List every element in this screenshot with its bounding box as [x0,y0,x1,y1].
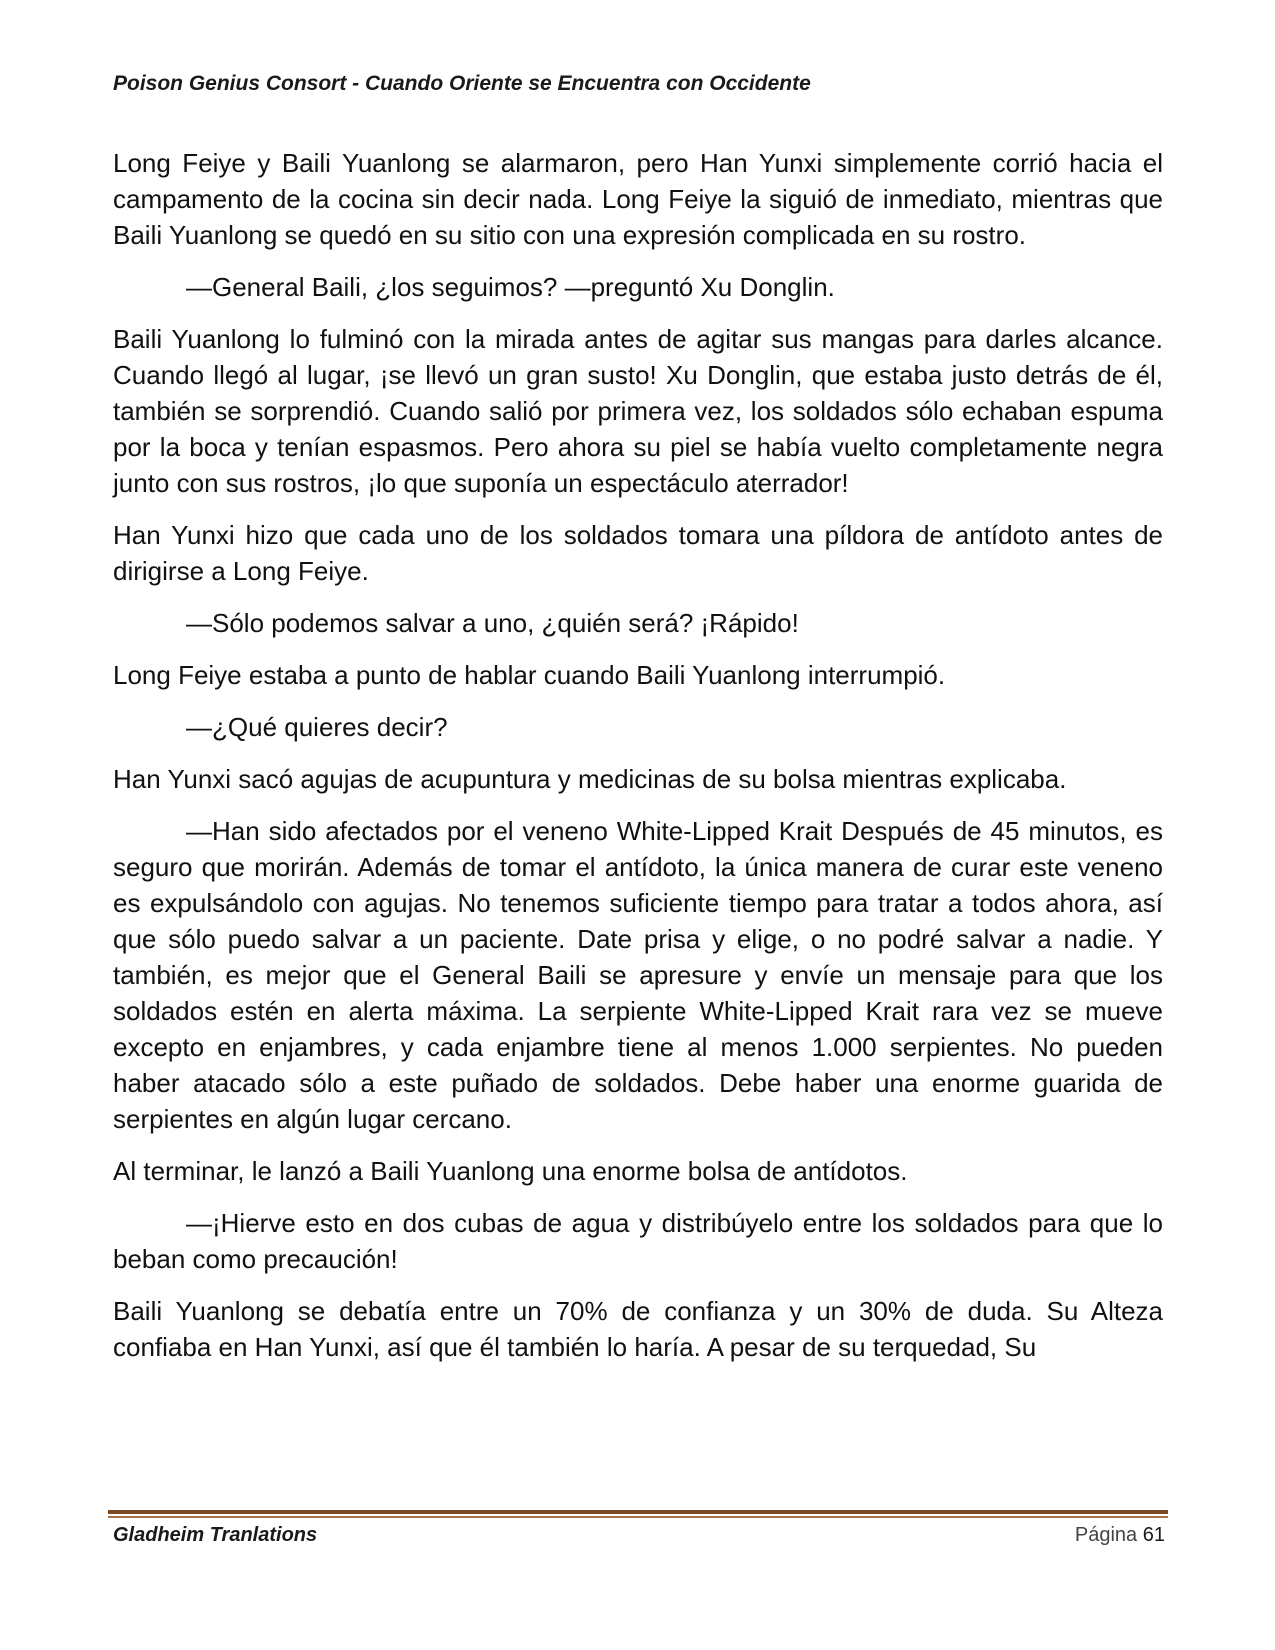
paragraph: Baili Yuanlong se debatía entre un 70% de confianza y un 30% de duda. Su Alteza confiaba en Han Yunxi, así que él también lo haría. A pesar de su terquedad, Su [113,1296,1163,1362]
dialogue-paragraph: —Sólo podemos salvar a uno, ¿quién será? ¡Rápido! [186,608,799,638]
footer-rule-thin [108,1516,1168,1518]
page-indicator [1075,1524,1165,1547]
footer-rule [108,1510,1168,1514]
dialogue-paragraph: —¡Hierve esto en dos cubas de agua y distribúyelo entre los soldados para que lo beban como precaución! [113,1208,1163,1274]
dialogue-paragraph: —Han sido afectados por el veneno White-Lipped Krait Después de 45 minutos, es seguro que morirán. Además de tomar el antídoto, la única manera de curar este veneno es expulsándolo con agujas. No tenemos suficiente tiempo para tratar a todos ahora, así que sólo puedo salvar a un paciente. Date prisa y elige, o no podré salvar a nadie. Y también, es mejor que el General Baili se apresure y envíe un mensaje para que los soldados estén en alerta máxima. La serpiente White-Lipped Krait rara vez se mueve excepto en enjambres, y cada enjambre tiene al menos 1.000 serpientes. No pueden haber atacado sólo a este puñado de soldados. Debe haber una enorme guarida de serpientes en algún lugar cercano. [113,816,1163,1134]
running-header: Poison Genius Consort - Cuando Oriente se Encuentra con Occidente [113,72,811,95]
page-number: 61 [1142,1524,1165,1546]
page-label: Página [1074,1524,1138,1546]
paragraph: Han Yunxi hizo que cada uno de los soldados tomara una píldora de antídoto antes de dirigirse a Long Feiye. [113,520,1163,586]
footer-credit: Gladheim Tranlations [113,1524,318,1546]
body-text [113,145,1163,1381]
dialogue-paragraph: —General Baili, ¿los seguimos? —preguntó Xu Donglin. [186,272,835,302]
paragraph: Han Yunxi sacó agujas de acupuntura y medicinas de su bolsa mientras explicaba. [113,764,1067,794]
paragraph: Long Feiye y Baili Yuanlong se alarmaron, pero Han Yunxi simplemente corrió hacia el campamento de la cocina sin decir nada. Long Feiye la siguió de inmediato, mientras que Baili Yuanlong se quedó en su sitio con una expresión complicada en su rostro. [113,148,1163,250]
dialogue-paragraph: —¿Qué quieres decir? [186,712,448,742]
paragraph: Al terminar, le lanzó a Baili Yuanlong una enorme bolsa de antídotos. [113,1156,908,1186]
paragraph: Long Feiye estaba a punto de hablar cuando Baili Yuanlong interrumpió. [113,660,946,690]
paragraph: Baili Yuanlong lo fulminó con la mirada antes de agitar sus mangas para darles alcance. Cuando llegó al lugar, ¡se llevó un gran susto! Xu Donglin, que estaba justo detrás de él, también se sorprendió. Cuando salió por primera vez, los soldados sólo echaban espuma por la boca y tenían espasmos. Pero ahora su piel se había vuelto completamente negra junto con sus rostros, ¡lo que suponía un espectáculo aterrador! [113,324,1163,498]
